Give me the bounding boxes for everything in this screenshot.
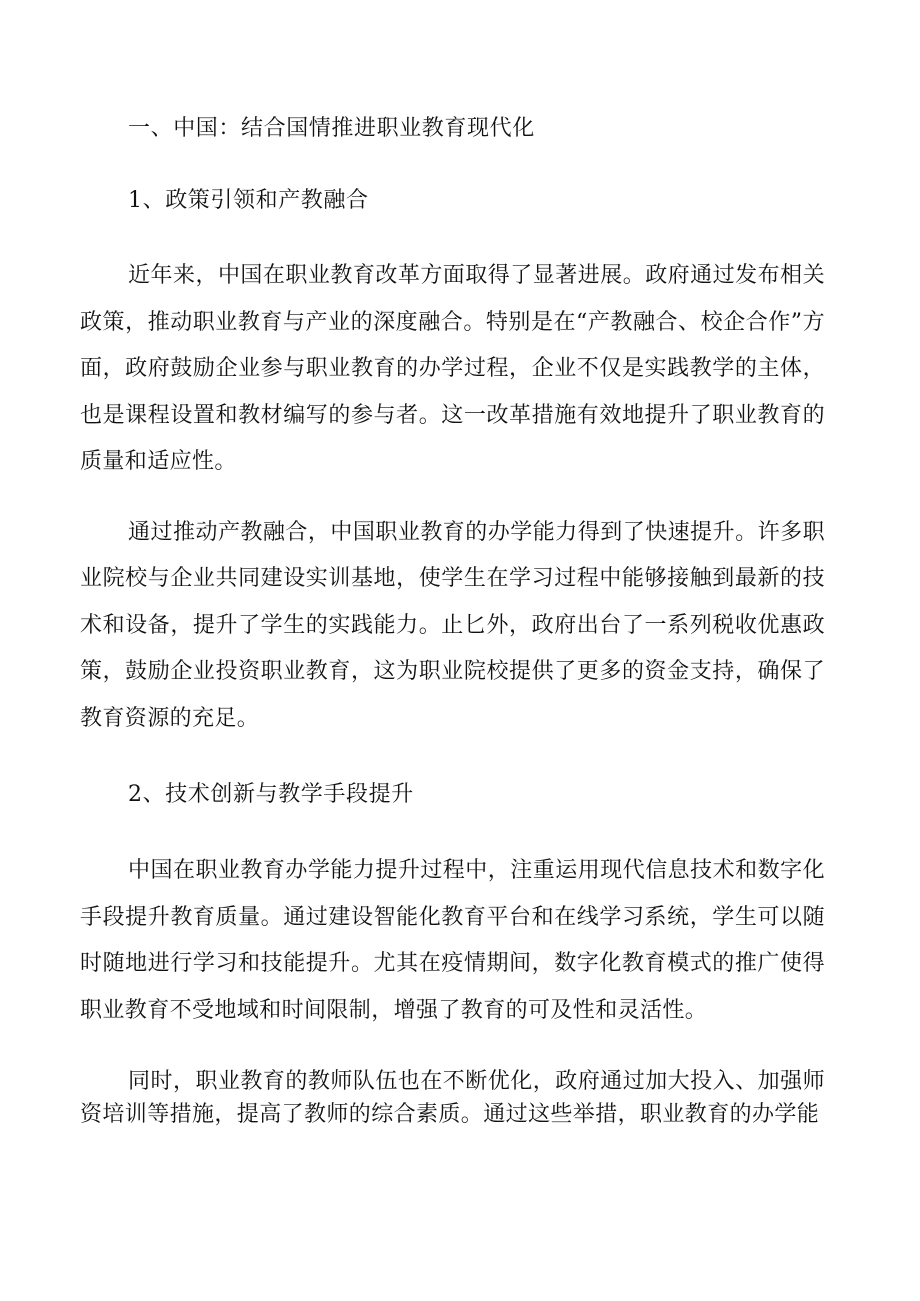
section1-paragraph-1: 近年来，中国在职业教育改革方面取得了显著进展。政府通过发布相关政策，推动职业教育与产业的深度融合。特别是在“产教融合、校企合作”方面，政府鼓励企业参与职业教育的办学过程，企业不仅是实践教学的主体，也是课程设置和教材编写的参与者。这一改革措施有效地提升了职业教育的质量和适应性。 <box>80 263 825 474</box>
section-heading-1: 1、政策引领和产教融合 <box>128 188 369 213</box>
section2-paragraph-2: 同时，职业教育的教师队伍也在不断优化，政府通过加大投入、加强师资培训等措施，提高了教师的综合素质。通过这些举措，职业教育的办学能 <box>80 1069 825 1127</box>
document-body <box>80 110 825 1131</box>
section-heading-2: 2、技术创新与教学手段提升 <box>128 782 414 807</box>
section2-paragraph-1: 中国在职业教育办学能力提升过程中，注重运用现代信息技术和数字化手段提升教育质量。通过建设智能化教育平台和在线学习系统，学生可以随时随地进行学习和技能提升。尤其在疫情期间，数字化教育模式的推广使得职业教育不受地域和时间限制，增强了教育的可及性和灵活性。 <box>80 858 825 1023</box>
chapter-heading: 一、中国：结合国情推进职业教育现代化 <box>128 116 535 141</box>
section1-paragraph-2: 通过推动产教融合，中国职业教育的办学能力得到了快速提升。许多职业院校与企业共同建设实训基地，使学生在学习过程中能够接触到最新的技术和设备，提升了学生的实践能力。止匕外，政府出台了一系列税收优惠政策，鼓励企业投资职业教育，这为职业院校提供了更多的资金支持，确保了教育资源的充足。 <box>80 519 825 731</box>
